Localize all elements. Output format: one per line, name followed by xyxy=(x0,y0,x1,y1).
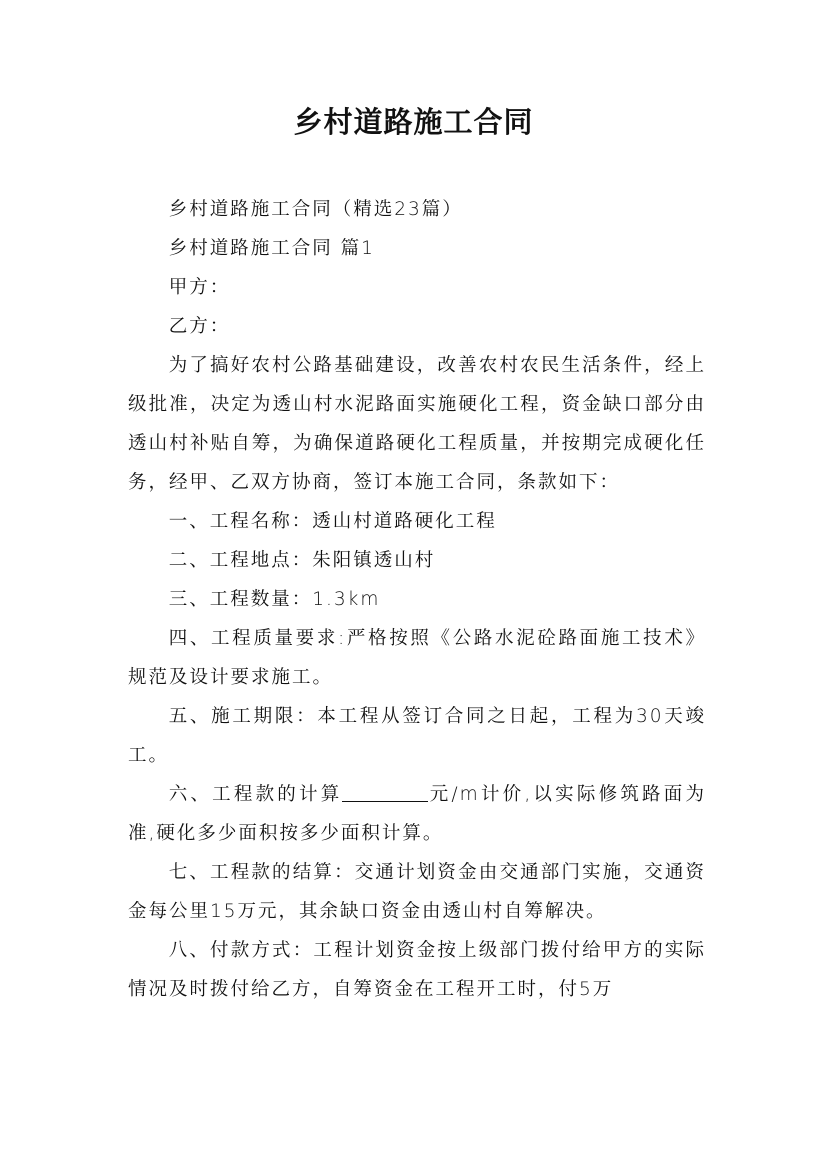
document-title: 乡村道路施工合同 xyxy=(293,105,534,139)
paragraph-section-heading: 乡村道路施工合同 篇1 xyxy=(168,238,375,259)
fill-in-blank xyxy=(342,783,428,803)
paragraph-subtitle: 乡村道路施工合同（精选23篇） xyxy=(168,199,463,220)
paragraph-clause-7: 七、工程款的结算：交通计划资金由交通部门实施，交通资金每公里15万元，其余缺口资金由透山村自筹解决。 xyxy=(128,862,706,922)
clause-6-after: 元/m计价,以实际修筑路面为准,硬化多少面积按多少面积计算。 xyxy=(128,784,706,844)
paragraph-party-a: 甲方： xyxy=(168,277,231,298)
paragraph-clause-8: 八、付款方式：工程计划资金按上级部门拨付给甲方的实际情况及时拨付给乙方，自筹资金在工程开工时，付5万 xyxy=(128,940,706,1000)
paragraph-clause-4: 四、工程质量要求:严格按照《公路水泥砼路面施工技术》规范及设计要求施工。 xyxy=(128,628,706,688)
clause-6-before: 六、工程款的计算 xyxy=(168,784,343,805)
paragraph-party-b: 乙方： xyxy=(168,316,231,337)
paragraph-clause-5: 五、施工期限：本工程从签订合同之日起，工程为30天竣工。 xyxy=(128,706,706,766)
paragraph-intro: 为了搞好农村公路基础建设，改善农村农民生活条件，经上级批准，决定为透山村水泥路面实施硬化工程，资金缺口部分由透山村补贴自筹，为确保道路硬化工程质量，并按期完成硬化任务，经甲、乙双方协商，签订本施工合同，条款如下： xyxy=(128,355,706,493)
paragraph-clause-2: 二、工程地点：朱阳镇透山村 xyxy=(168,550,436,571)
paragraph-clause-6 xyxy=(128,775,706,853)
paragraph-clause-3: 三、工程数量：1.3km xyxy=(168,589,381,610)
paragraph-clause-1: 一、工程名称：透山村道路硬化工程 xyxy=(168,511,497,532)
document-body xyxy=(128,190,706,1009)
